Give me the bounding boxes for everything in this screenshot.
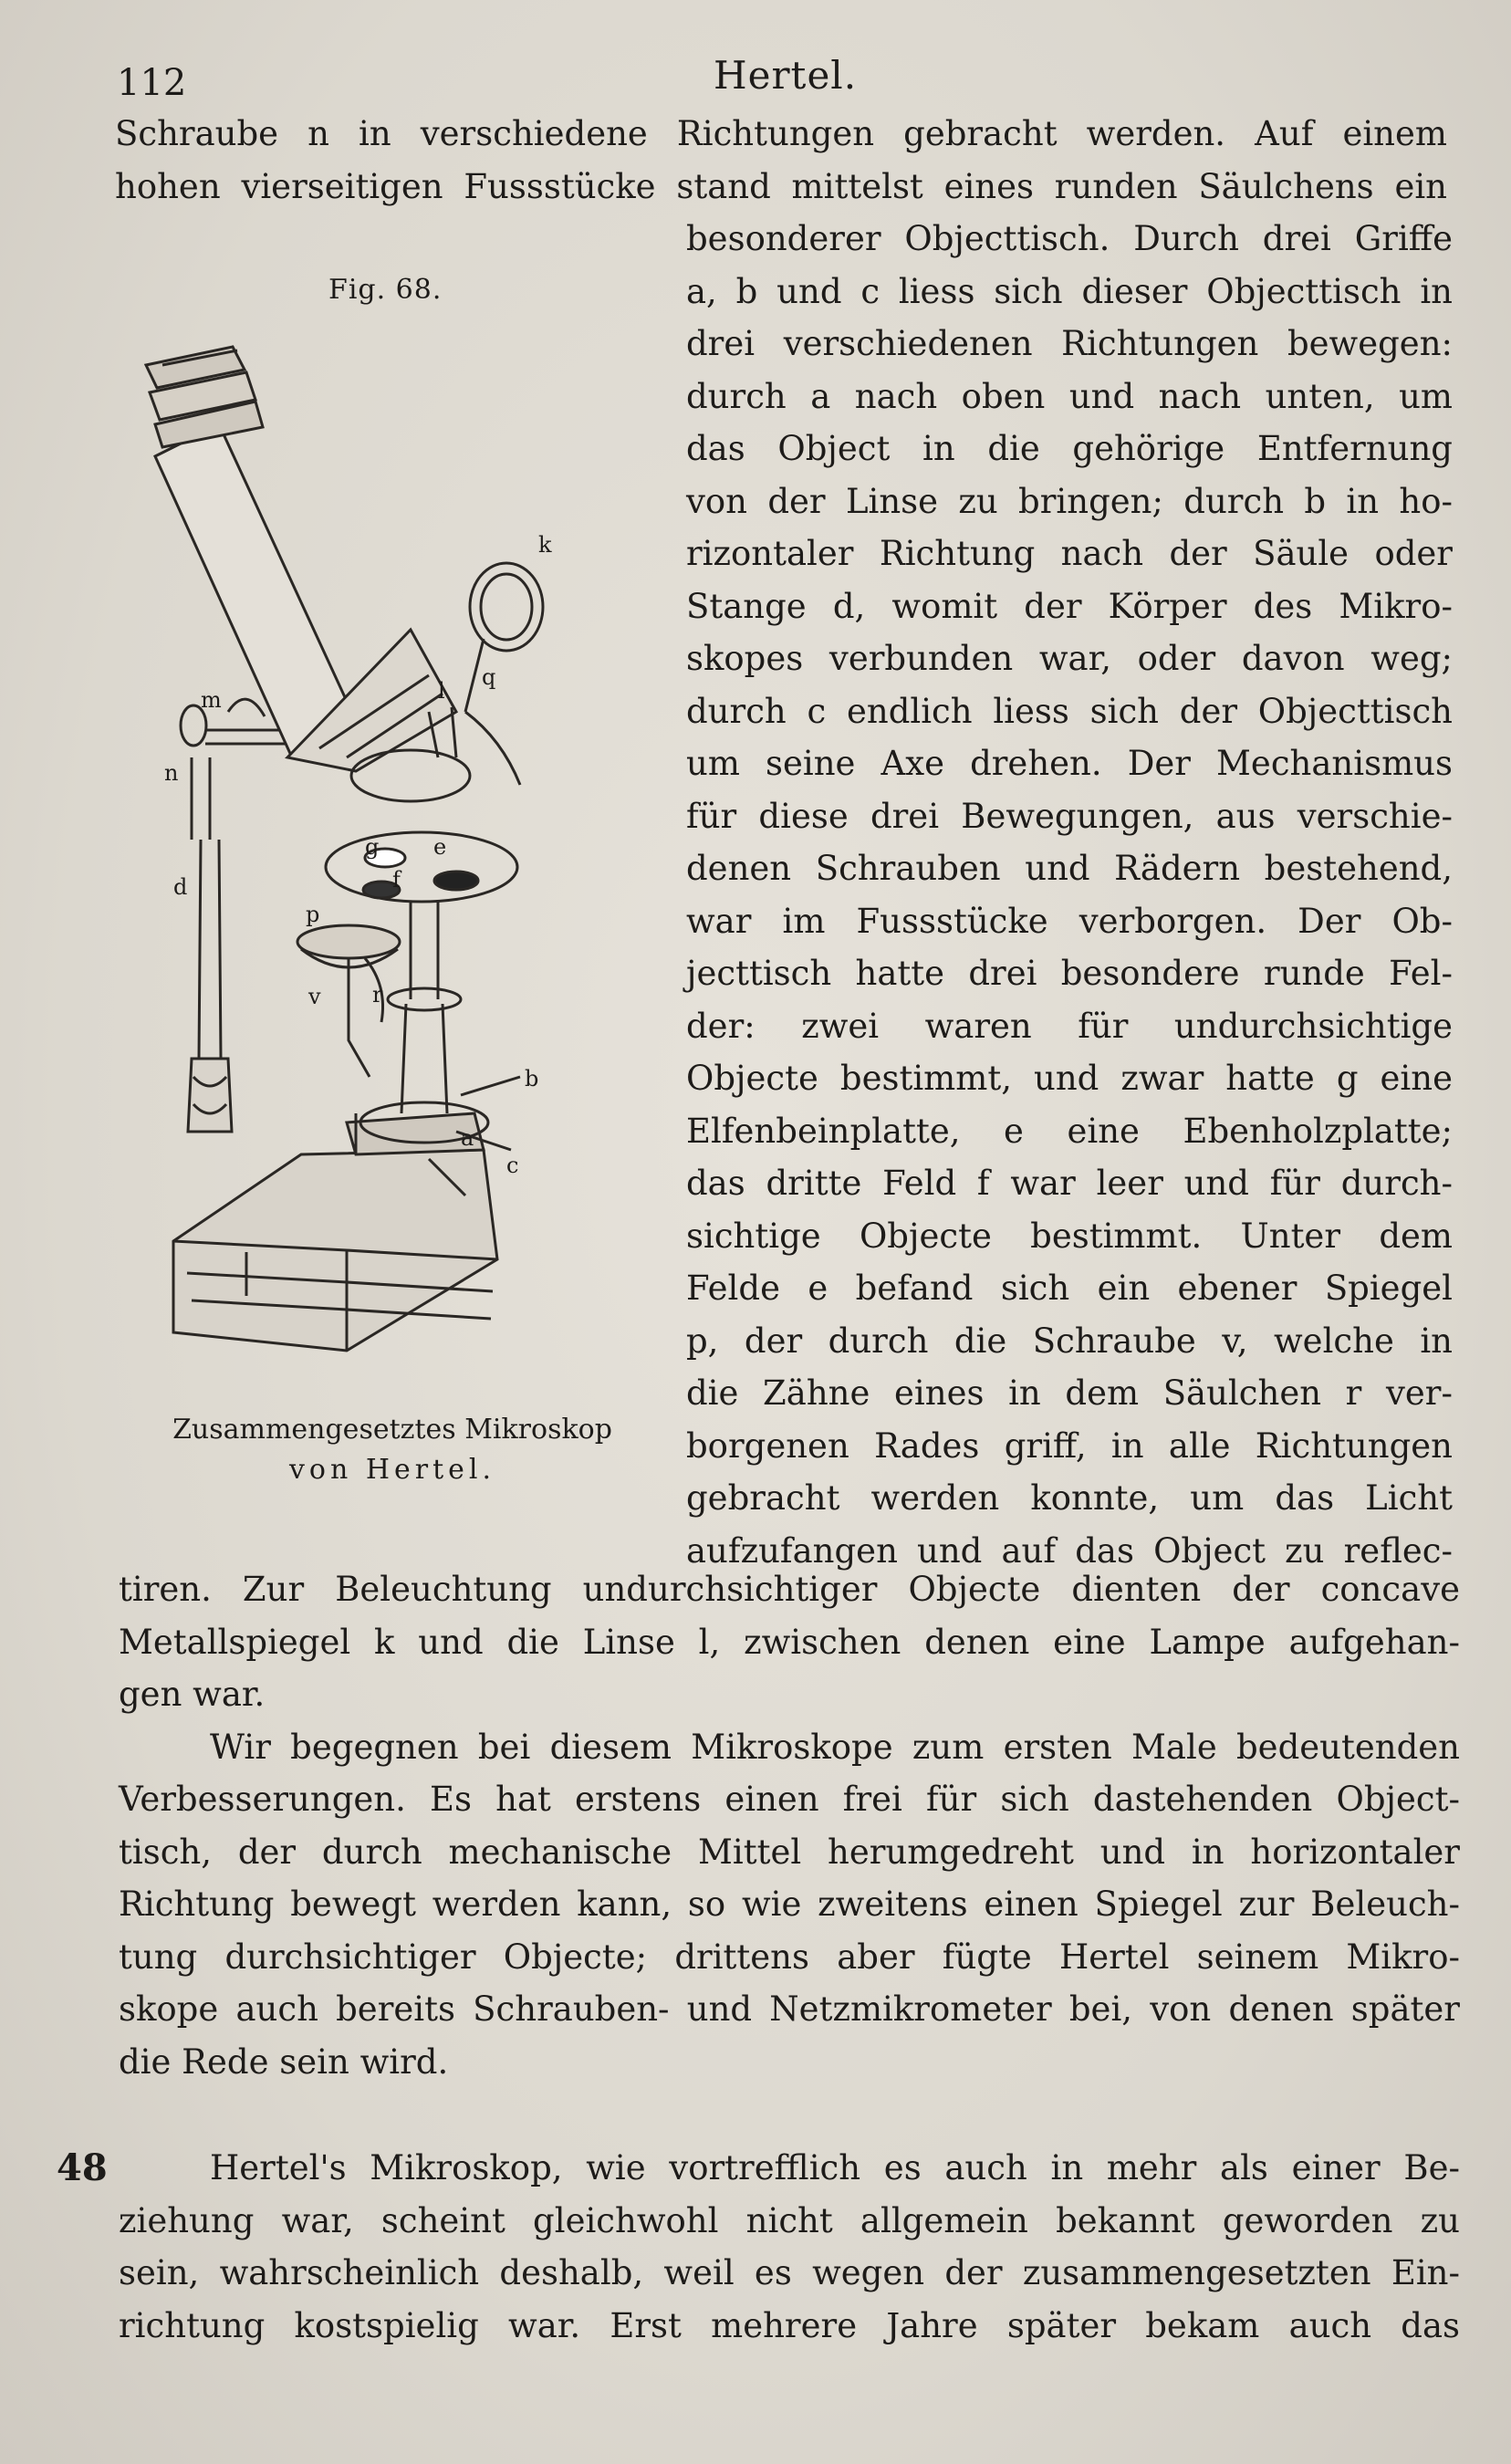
intro-paragraph (115, 108, 1447, 213)
text-line: drei verschiedenen Richtungen bewegen: (686, 324, 1453, 363)
text-line: das Object in die gehörige Entfernung (686, 429, 1453, 468)
text-line: Felde e befand sich ein ebener Spiegel (686, 1269, 1453, 1308)
letter-a: a (461, 1125, 474, 1151)
letter-d: d (173, 874, 188, 900)
letter-c: c (506, 1153, 519, 1178)
text-line: borgenen Rades griff, in alle Richtungen (686, 1425, 1453, 1466)
caption-line: Zusammengesetztes Mikroskop (172, 1414, 612, 1446)
text-line: rizontaler Richtung nach der Säule oder (686, 534, 1453, 573)
text-line: aufzufangen und auf das Object zu reflec- (686, 1530, 1453, 1571)
text-line: Schraube n in verschiedene Richtungen gebracht werden. Auf einem (115, 114, 1447, 153)
text-line: um seine Axe drehen. Der Mechanismus (686, 744, 1453, 783)
text-line: der: zwei waren für undurchsichtige (686, 1006, 1453, 1046)
arm-assembly (181, 699, 287, 840)
text-line: Wir begegnen bei diesem Mikroskope zum ersten Male bedeutenden (210, 1727, 1460, 1767)
figure-68 (137, 274, 648, 1515)
text-line: skopes verbunden war, oder davon weg; (686, 639, 1453, 678)
microscope-tube (146, 347, 456, 771)
full-width-text (119, 1563, 1460, 2088)
section-48-paragraph (119, 2142, 1460, 2352)
text-line: Richtung bewegt werden kann, so wie zweitens einen Spiegel zur Beleuch- (119, 1885, 1460, 1924)
text-line: durch a nach oben und nach unten, um (686, 376, 1453, 416)
text-line: die Zähne eines in dem Säulchen r ver- (686, 1373, 1453, 1413)
letter-p: p (306, 902, 320, 927)
text-line: denen Schrauben und Rädern bestehend, (686, 849, 1453, 888)
text-line: Objecte bestimmt, und zwar hatte g eine (686, 1059, 1453, 1098)
text-line: war im Fussstücke verborgen. Der Ob- (686, 901, 1453, 941)
text-line: Stange d, womit der Körper des Mikro- (686, 586, 1453, 626)
text-line: Elfenbeinplatte, e eine Ebenholzplatte; (686, 1111, 1453, 1151)
text-line: p, der durch die Schraube v, welche in (686, 1321, 1453, 1361)
text-line: von der Linse zu bringen; durch b in ho- (686, 481, 1453, 521)
text-line: Hertel's Mikroskop, wie vortrefflich es auch in mehr als einer Be- (210, 2148, 1460, 2187)
object-stage (326, 832, 517, 1143)
letter-g: g (365, 834, 380, 860)
text-line: a, b und c liess sich dieser Objecttisch in (686, 271, 1453, 311)
text-line: Verbesserungen. Es hat erstens einen frei für sich dastehenden Object- (119, 1780, 1460, 1819)
letter-r: r (372, 982, 383, 1008)
section-number: 48 (57, 2146, 108, 2189)
text-line: jecttisch hatte drei besondere runde Fel- (686, 954, 1453, 993)
text-line: richtung kostspielig war. Erst mehrere Jahre später bekam auch das (119, 2305, 1460, 2345)
page-number: 112 (117, 62, 187, 104)
side-column-text (686, 213, 1453, 1577)
text-line: hohen vierseitigen Fussstücke stand mittelst eines runden Säulchens ein (115, 166, 1447, 206)
text-line: besonderer Objecttisch. Durch drei Griffe (686, 219, 1453, 258)
text-line: tiren. Zur Beleuchtung undurchsichtiger Objecte dienten der concave (119, 1570, 1460, 1609)
pillar-d (188, 840, 232, 1132)
letter-k: k (538, 532, 552, 558)
text-line: für diese drei Bewegungen, aus verschie- (686, 796, 1453, 836)
letter-l: l (438, 678, 445, 704)
text-line: ziehung war, scheint gleichwohl nicht allgemein bekannt geworden zu (119, 2200, 1460, 2240)
text-line: tisch, der durch mechanische Mittel herumgedreht und in horizontaler (119, 1832, 1460, 1872)
letter-n: n (164, 760, 179, 786)
text-line: die Rede sein wird. (119, 2041, 449, 2082)
running-head: Hertel. (714, 53, 858, 98)
figure-caption (137, 1410, 648, 1490)
text-line: durch c endlich liess sich der Objecttisch (686, 691, 1453, 731)
letter-m: m (201, 687, 222, 713)
text-line: sichtige Objecte bestimmt. Unter dem (686, 1216, 1453, 1256)
text-line: sein, wahrscheinlich deshalb, weil es wegen der zusammengesetzten Ein- (119, 2253, 1460, 2292)
letter-q: q (482, 664, 496, 690)
caption-line: von Hertel. (288, 1454, 496, 1486)
letter-f: f (392, 867, 401, 893)
microscope-base (173, 1113, 497, 1351)
letter-b: b (525, 1066, 539, 1091)
microscope-illustration (137, 329, 648, 1405)
text-line: gen war. (119, 1675, 266, 1714)
text-line: gebracht werden konnte, um das Licht (686, 1478, 1453, 1518)
page-header (0, 53, 1511, 108)
text-line: das dritte Feld f war leer und für durch- (686, 1164, 1453, 1203)
text-line: Metallspiegel k und die Linse l, zwischen denen eine Lampe aufgehan- (119, 1622, 1460, 1662)
figure-label: Fig. 68. (328, 274, 443, 306)
text-line: tung durchsichtiger Objecte; drittens aber fügte Hertel seinem Mikro- (119, 1937, 1460, 1977)
letter-v: v (308, 984, 321, 1009)
letter-e: e (433, 834, 447, 860)
text-line: skope auch bereits Schrauben- und Netzmikrometer bei, von denen später (119, 1989, 1460, 2029)
